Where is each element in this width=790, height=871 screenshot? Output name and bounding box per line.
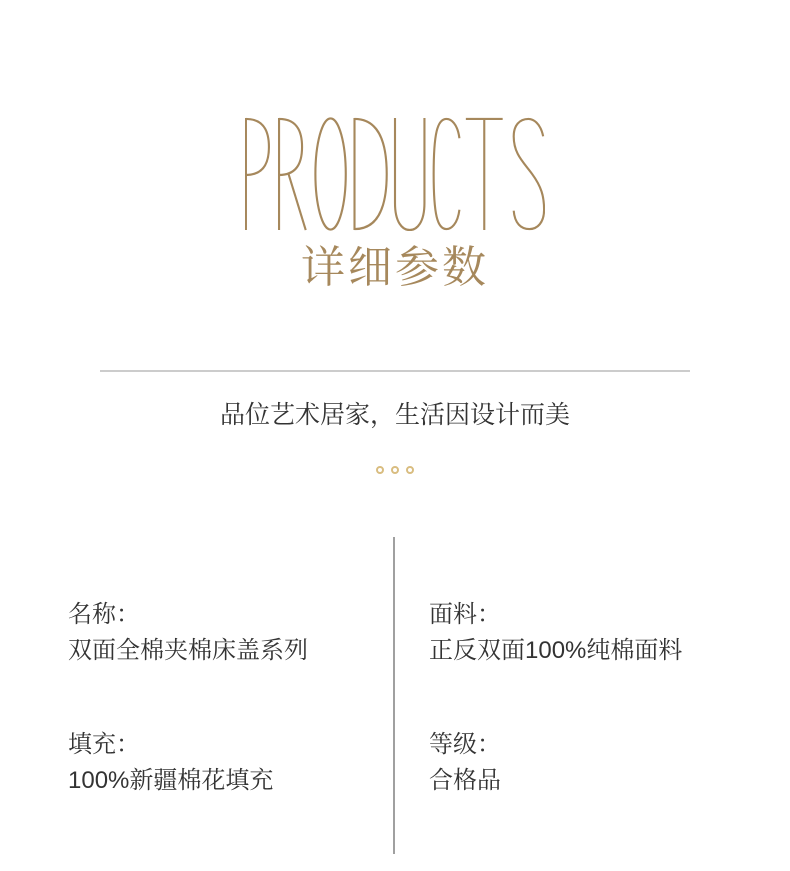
- products-wordmark: [0, 117, 790, 231]
- param-cell-filling: [68, 727, 393, 799]
- param-label: 等级：: [429, 731, 501, 758]
- param-cell-grade: [429, 727, 790, 799]
- param-cell-fabric: [429, 597, 790, 669]
- param-value: 合格品: [429, 767, 501, 794]
- tagline: 品位艺术居家，生活因设计而美: [219, 401, 570, 429]
- dot-icon: [376, 466, 384, 474]
- param-value: 100%新疆棉花填充: [68, 767, 274, 794]
- param-value: 双面全棉夹棉床盖系列: [68, 637, 308, 664]
- params-column-left: [0, 537, 393, 859]
- param-label: 填充：: [68, 731, 140, 758]
- param-label: 名称：: [68, 601, 140, 628]
- dot-icon: [391, 466, 399, 474]
- subtitle-cn: 详细参数: [301, 243, 489, 292]
- dot-icon: [406, 466, 414, 474]
- horizontal-divider: [100, 370, 690, 372]
- param-label: 面料：: [429, 601, 501, 628]
- param-cell-name: [68, 597, 393, 669]
- param-value: 正反双面100%纯棉面料: [429, 637, 683, 664]
- params-column-right: [393, 537, 790, 859]
- decor-dots: [0, 466, 790, 474]
- params-section: [0, 537, 790, 859]
- params-vertical-divider: [393, 537, 395, 854]
- products-wordmark-graphic: [245, 117, 545, 231]
